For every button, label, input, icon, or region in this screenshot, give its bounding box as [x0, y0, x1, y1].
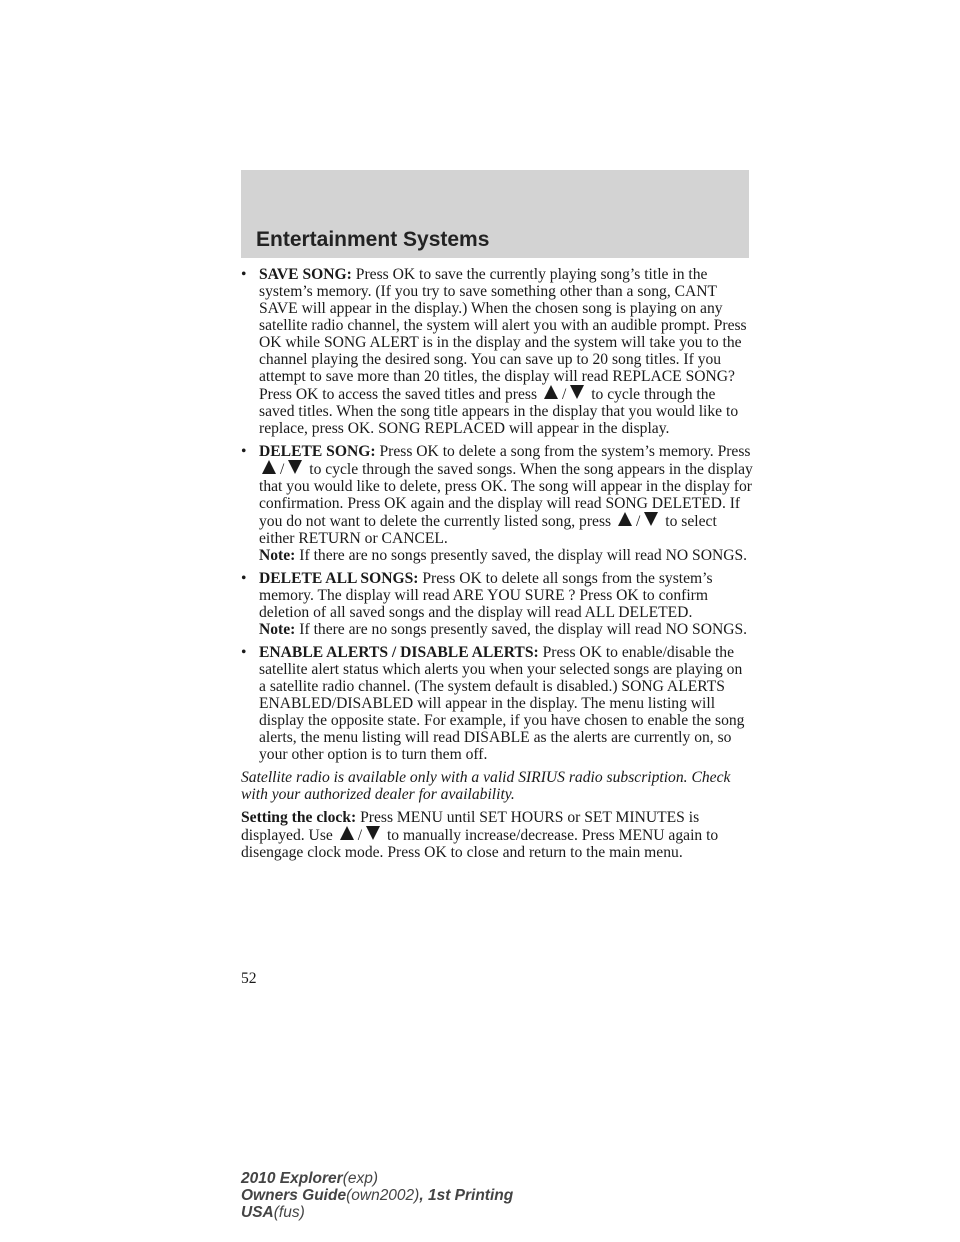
arrow-separator: / [636, 513, 641, 530]
delete-song-note [259, 547, 753, 564]
up-arrow-icon [340, 826, 354, 840]
clock-text-2: to manually increase/decrease. Press MENU again to disengage clock mode. Press OK to close and return to the main menu. [241, 827, 719, 861]
note-text: If there are no songs presently saved, the display will read NO SONGS. [299, 547, 748, 564]
save-song-paragraph [259, 266, 753, 437]
footer-market-code: (fus) [273, 1204, 305, 1221]
footer-line-2 [241, 1187, 513, 1204]
document-footer [241, 1170, 513, 1221]
footer-market: USA [241, 1204, 274, 1221]
arrow-separator: / [280, 461, 285, 478]
save-song-text-2: to cycle through the saved titles. When the song title appears in the display that you would like to replace, press OK. SONG REPLACED will appear in the display. [259, 386, 739, 437]
list-item-alerts [241, 644, 753, 763]
arrow-buttons [259, 461, 305, 478]
down-arrow-icon [644, 512, 658, 526]
footer-guide-code: (own2002) [346, 1187, 420, 1204]
section-title: Entertainment Systems [256, 228, 490, 251]
delete-all-paragraph [259, 570, 753, 621]
delete-all-label: DELETE ALL SONGS: [259, 570, 419, 587]
alerts-paragraph [259, 644, 753, 763]
delete-song-text-2: to cycle through the saved songs. When the song appears in the display that you would like to delete, press OK. The song will appear in the display for confirmation. Press OK again and the display will read SONG DELETED. If you do not want to delete the currently listed song, press [259, 461, 753, 530]
list-item-delete-all [241, 570, 753, 638]
note-text: If there are no songs presently saved, the display will read NO SONGS. [299, 621, 748, 638]
clock-label: Setting the clock: [241, 809, 357, 826]
down-arrow-icon [288, 460, 302, 474]
footer-guide: Owners Guide [241, 1187, 347, 1204]
delete-song-paragraph [259, 443, 753, 547]
footer-line-3 [241, 1204, 513, 1221]
arrow-buttons [615, 513, 661, 530]
delete-song-text-1: Press OK to delete a song from the system’s memory. Press [379, 443, 751, 460]
arrow-buttons [337, 827, 383, 844]
up-arrow-icon [618, 512, 632, 526]
bullet: • [241, 266, 247, 283]
clock-text-1: Press MENU until SET HOURS or SET MINUTES is displayed. Use [241, 809, 700, 844]
alerts-label: ENABLE ALERTS / DISABLE ALERTS: [259, 644, 539, 661]
footer-model: 2010 Explorer [241, 1170, 343, 1187]
save-song-text-1: Press OK to save the currently playing song’s title in the system’s memory. (If you try to save something other than a song, CANT SAVE will appear in the display.) When the chosen song is playing on any satellite radio channel, the system will alert you with an audible prompt. Press OK while SONG ALERT is in the display and the system will take you to the channel playing the desired song. You can save up to 20 song titles. If you attempt to save more than 20 titles, the display will read REPLACE SONG? Press OK to access the saved titles and press [259, 266, 747, 403]
footer-line-1 [241, 1170, 513, 1187]
down-arrow-icon [366, 826, 380, 840]
note-label: Note: [259, 547, 296, 564]
list-item-delete-song [241, 443, 753, 564]
delete-all-note [259, 621, 753, 638]
delete-all-text: Press OK to delete all songs from the system’s memory. The display will read ARE YOU SURE ? Press OK to confirm deletion of all saved songs and the display will read ALL DELETED. [259, 570, 713, 621]
save-song-label: SAVE SONG: [259, 266, 352, 283]
arrow-separator: / [561, 386, 567, 403]
down-arrow-icon [570, 385, 584, 399]
list-item-save-song [241, 266, 753, 437]
bullet: • [241, 570, 247, 587]
alerts-text: Press OK to enable/disable the satellite alert status which alerts you when your selected songs are playing on a satellite radio channel. (The system default is disabled.) SONG ALERTS ENABLED/DISABLED will appear in the display. The menu listing will display the opposite state. For example, if you have chosen to enable the song alerts, the menu listing will read DISABLE as the alerts are currently on, so your other option is to turn them off. [259, 644, 745, 763]
clock-paragraph [241, 809, 753, 861]
delete-song-text-3: to select either RETURN or CANCEL. [259, 513, 717, 547]
up-arrow-icon [262, 460, 276, 474]
note-label: Note: [259, 621, 296, 638]
arrow-buttons [541, 386, 587, 403]
bullet: • [241, 443, 247, 460]
page-number: 52 [241, 970, 257, 987]
up-arrow-icon [544, 385, 558, 399]
footer-model-code: (exp) [342, 1170, 379, 1187]
arrow-separator: / [357, 827, 363, 844]
delete-song-label: DELETE SONG: [259, 443, 376, 460]
footer-printing: , 1st Printing [419, 1187, 514, 1204]
page-content [241, 266, 753, 861]
satellite-note: Satellite radio is available only with a valid SIRIUS radio subscription. Check with your authorized dealer for availability. [241, 769, 731, 803]
bullet: • [241, 644, 247, 661]
